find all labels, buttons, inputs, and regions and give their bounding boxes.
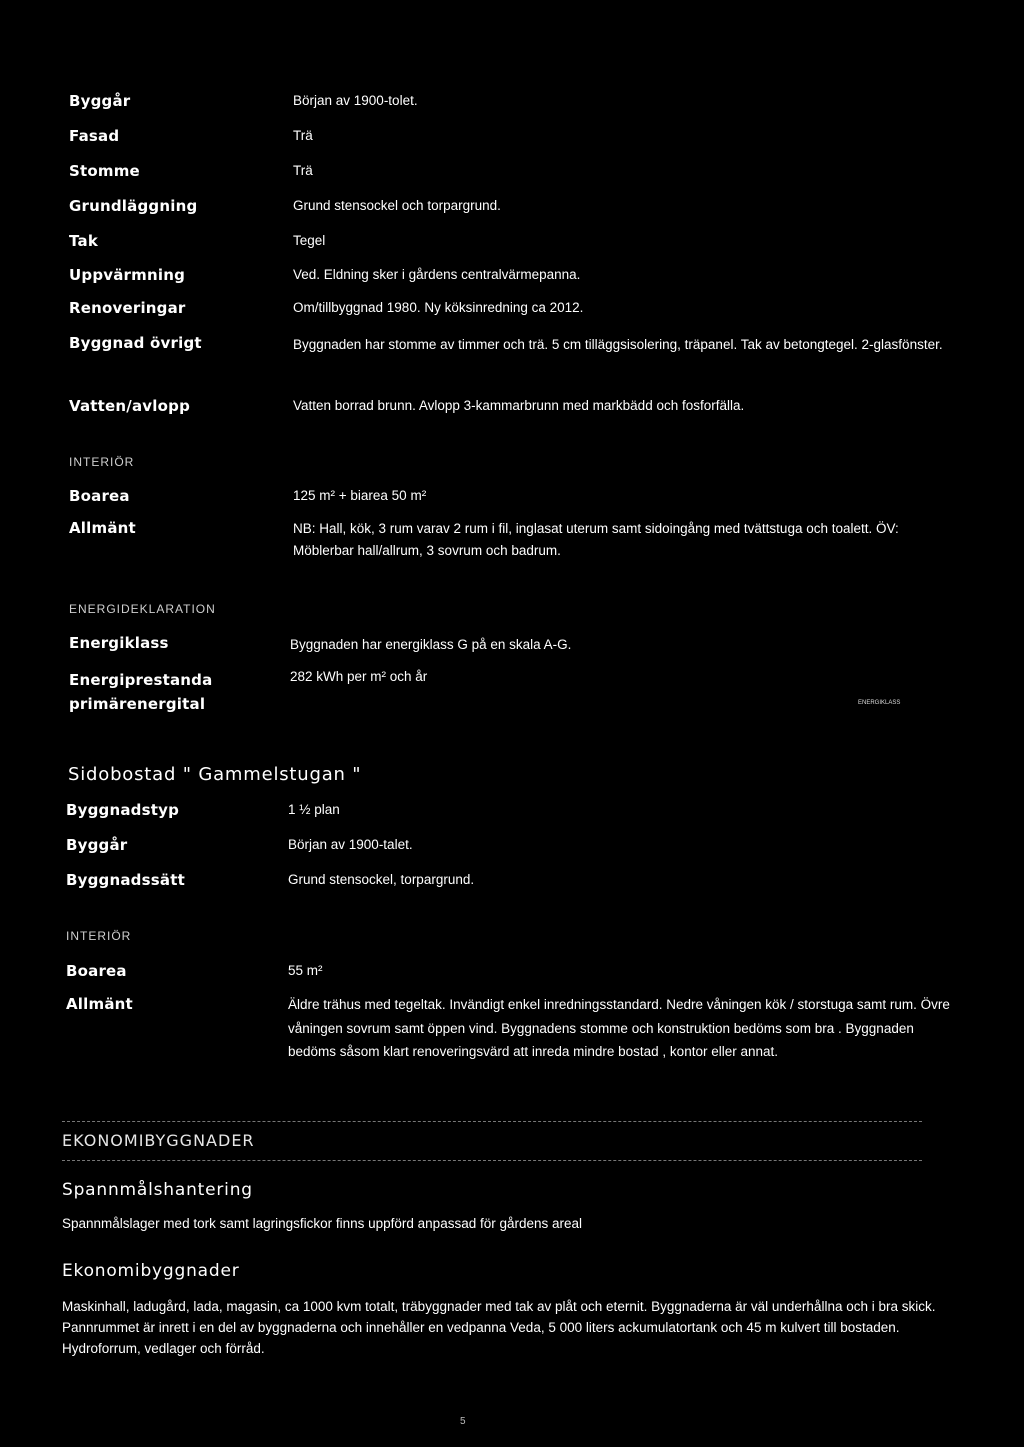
value-frame: Trä [293, 163, 313, 178]
grain-handling-title: Spannmålshantering [62, 1180, 253, 1200]
label-facade: Fasad [69, 127, 120, 145]
label-heating: Uppvärmning [69, 266, 186, 284]
label-frame: Stomme [69, 162, 140, 180]
label-living-area: Boarea [69, 487, 130, 505]
energy-heading: ENERGIDEKLARATION [69, 602, 216, 616]
value-side-living-area: 55 m² [288, 963, 323, 978]
value-energy-performance: 282 kWh per m² och år [290, 669, 428, 684]
value-energy-class: Byggnaden har energiklass G på en skala A-G. [290, 637, 572, 652]
value-living-area: 125 m² + biarea 50 m² [293, 488, 427, 503]
page-number: 5 [460, 1416, 469, 1427]
label-build-year: Byggår [69, 92, 131, 110]
label-energy-class: Energiklass [69, 634, 169, 652]
label-side-build-year: Byggår [66, 836, 128, 854]
side-interior-heading: INTERIÖR [66, 929, 132, 943]
value-roof: Tegel [293, 233, 326, 248]
grain-handling-text: Spannmålslager med tork samt lagringsfickor finns uppförd anpassad för gårdens areal [62, 1216, 583, 1231]
value-water-sewer: Vatten borrad brunn. Avlopp 3-kammarbrunn med markbädd och fosforfälla. [293, 398, 745, 413]
value-side-general: Äldre trähus med tegeltak. Invändigt enkel inredningsstandard. Nedre våningen kök / storstuga samt rum. Övre våningen sovrum samt öppen vind. Byggnadens stomme och konstruktion bedöms som bra . Byggnaden bedöms såsom klart renoveringsvärd att inreda mindre bostad , kontor eller annat. [288, 997, 950, 1059]
energy-class-badge: ENERGIKLASS [858, 700, 901, 706]
label-building-type: Byggnadstyp [66, 801, 180, 819]
label-general: Allmänt [69, 519, 136, 537]
value-foundation: Grund stensockel och torpargrund. [293, 198, 501, 213]
value-build-year: Början av 1900-tolet. [293, 93, 418, 108]
interior-heading: INTERIÖR [69, 455, 135, 469]
value-construction-method: Grund stensockel, torpargrund. [288, 872, 475, 887]
divider-bottom [62, 1160, 922, 1161]
label-water-sewer: Vatten/avlopp [69, 397, 191, 415]
value-heating: Ved. Eldning sker i gårdens centralvärmepanna. [293, 267, 581, 282]
side-dwelling-title: Sidobostad " Gammelstugan " [68, 764, 362, 785]
value-side-build-year: Början av 1900-talet. [288, 837, 413, 852]
label-renovations: Renoveringar [69, 299, 186, 317]
label-building-other: Byggnad övrigt [69, 334, 202, 352]
label-construction-method: Byggnadssätt [66, 871, 185, 889]
label-roof: Tak [69, 232, 98, 250]
value-building-type: 1 ½ plan [288, 802, 340, 817]
value-facade: Trä [293, 128, 313, 143]
label-side-general: Allmänt [66, 995, 133, 1013]
value-general: NB: Hall, kök, 3 rum varav 2 rum i fil, inglasat uterum samt sidoingång med tvättstuga och toalett. ÖV: Möblerbar hall/allrum, 3 sovrum och badrum. [293, 521, 899, 558]
label-side-living-area: Boarea [66, 962, 127, 980]
outbuildings-title: Ekonomibyggnader [62, 1261, 240, 1281]
label-energy-performance: Energiprestanda primärenergital [69, 671, 213, 713]
value-building-other: Byggnaden har stomme av timmer och trä. 5 cm tilläggsisolering, träpanel. Tak av betongtegel. 2-glasfönster. [293, 337, 943, 352]
value-renovations: Om/tillbyggnad 1980. Ny köksinredning ca 2012. [293, 300, 584, 315]
farm-buildings-heading: EKONOMIBYGGNADER [62, 1131, 255, 1150]
divider-top [62, 1121, 922, 1122]
outbuildings-text: Maskinhall, ladugård, lada, magasin, ca 1000 kvm totalt, träbyggnader med tak av plåt och eternit. Byggnaderna är väl underhållna och i bra skick. Pannrummet är inrett i en del av byggnaderna och innehåller en vedpanna Veda, 5 000 liters ackumulatortank och 45 m kulvert till bostaden. Hydroforrum, vedlager och förråd. [62, 1299, 936, 1356]
label-foundation: Grundläggning [69, 197, 198, 215]
